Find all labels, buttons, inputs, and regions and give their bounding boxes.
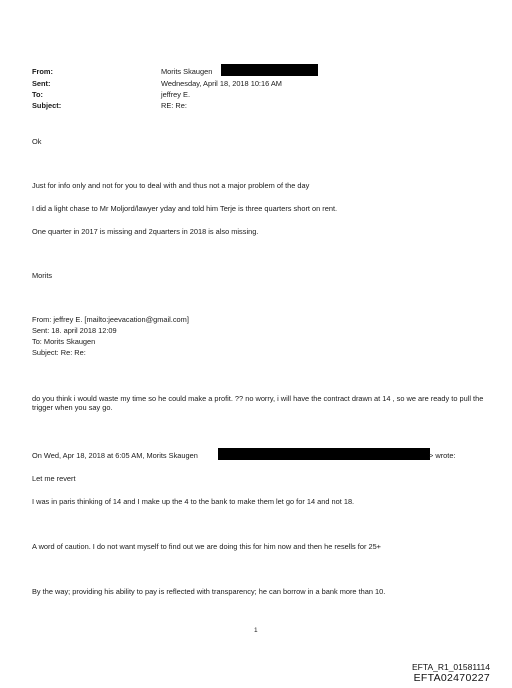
sent-value: Wednesday, April 18, 2018 10:16 AM bbox=[161, 79, 282, 88]
sent-label: Sent: bbox=[32, 79, 51, 88]
redaction-bar bbox=[221, 64, 318, 76]
quoted-sent: Sent: 18. april 2018 12:09 bbox=[32, 326, 117, 335]
quoted-to: To: Morits Skaugen bbox=[32, 337, 96, 346]
from-label: From: bbox=[32, 67, 53, 76]
quoted-subject: Subject: Re: Re: bbox=[32, 348, 86, 357]
footer-stamp-primary: EFTA_R1_01581114 bbox=[412, 662, 490, 672]
quoted-from: From: jeffrey E. [mailto:jeevacation@gmail.com] bbox=[32, 315, 189, 324]
subject-value: RE: Re: bbox=[161, 101, 187, 110]
quoted-message: do you think i would waste my time so he could make a profit. ?? no worry, i will have the contract drawn at 14 , so we are ready to pull the trigger when you say go. bbox=[32, 394, 484, 412]
body-paragraph-1: Just for info only and not for you to deal with and thus not a major problem of the day bbox=[32, 181, 310, 190]
body-paragraph-3: One quarter in 2017 is missing and 2quarters in 2018 is also missing. bbox=[32, 227, 259, 236]
from-value: Morits Skaugen bbox=[161, 67, 213, 76]
footer-stamp-secondary: EFTA02470227 bbox=[413, 672, 490, 684]
thread-line-3: A word of caution. I do not want myself to find out we are doing this for him now and then he resells for 25+ bbox=[32, 542, 381, 551]
thread-line-2: I was in paris thinking of 14 and I make up the 4 to the bank to make them let go for 14 and not 18. bbox=[32, 497, 355, 506]
thread-line-4: By the way; providing his ability to pay is reflected with transparency; he can borrow in a bank more than 10. bbox=[32, 587, 386, 596]
thread-line-1: Let me revert bbox=[32, 474, 76, 483]
body-signature: Morits bbox=[32, 271, 53, 280]
to-label: To: bbox=[32, 90, 43, 99]
body-ok: Ok bbox=[32, 137, 42, 146]
body-paragraph-2: I did a light chase to Mr Moljord/lawyer yday and told him Terje is three quarters short on rent. bbox=[32, 204, 338, 213]
page-number: 1 bbox=[254, 627, 258, 634]
redaction-bar bbox=[218, 448, 430, 460]
thread-on-wrote-suffix: > wrote: bbox=[429, 451, 456, 460]
subject-label: Subject: bbox=[32, 101, 62, 110]
to-value: jeffrey E. bbox=[161, 90, 191, 99]
thread-on-wrote-prefix: On Wed, Apr 18, 2018 at 6:05 AM, Morits Skaugen bbox=[32, 451, 198, 460]
